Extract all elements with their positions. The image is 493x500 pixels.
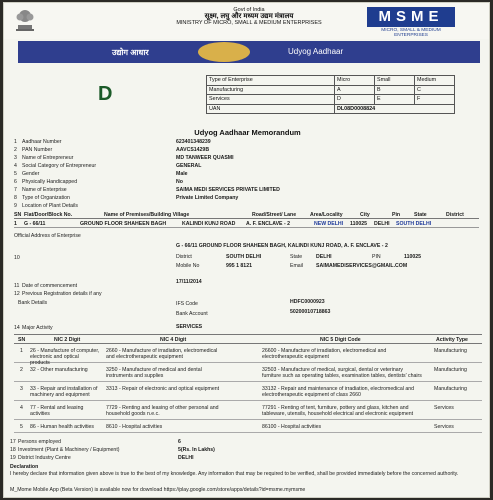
activity-row bbox=[14, 402, 482, 420]
footer-number: 18 bbox=[10, 447, 16, 453]
field-number: 8 bbox=[14, 195, 17, 201]
account-value: 50200010718863 bbox=[290, 309, 331, 315]
uan-row bbox=[207, 104, 455, 114]
column-header: SN bbox=[14, 212, 22, 218]
footer-label: Persons employed bbox=[18, 439, 61, 445]
cell: Services bbox=[207, 95, 335, 105]
enterprise-type-row bbox=[207, 95, 455, 105]
column-header: Area/Locality bbox=[310, 212, 343, 218]
field-number: 4 bbox=[14, 163, 17, 169]
cell: Services bbox=[434, 405, 454, 411]
header bbox=[4, 3, 490, 39]
field-label: Type of Organization bbox=[22, 195, 70, 201]
field-label: PAN Number bbox=[22, 147, 53, 153]
udyog-aadhaar-certificate bbox=[3, 2, 490, 498]
footer-label: Investment (Plant & Machinery / Equipment) bbox=[18, 447, 120, 453]
field-label: Location of Plant Details bbox=[22, 203, 78, 209]
cell: 33 - Repair and installation of machinery and equipment bbox=[30, 386, 98, 398]
cell: 86 - Human health activities bbox=[30, 424, 95, 430]
column-header: NIC 4 Digit bbox=[160, 337, 187, 343]
field-number: 2 bbox=[14, 147, 17, 153]
field-value: SAIMA MEDI SERVICES PRIVATE LIMITED bbox=[176, 187, 280, 193]
government-heading bbox=[174, 7, 324, 27]
banner-emblem-icon bbox=[198, 42, 250, 62]
email-value: SAIMAMEDISERVICES@GMAIL.COM bbox=[316, 263, 408, 269]
cell: 3 bbox=[20, 386, 23, 392]
banner-english: Udyog Aadhaar bbox=[288, 47, 344, 56]
mobile-value: 995 1 8121 bbox=[226, 263, 252, 269]
enterprise-type-header bbox=[207, 76, 455, 86]
ifsc-value: HDFC0000923 bbox=[290, 299, 325, 305]
mobile-label: Mobile No bbox=[176, 263, 200, 269]
enterprise-type-table bbox=[206, 75, 455, 114]
cell: 33132 - Repair and maintenance of irradiation, electromedical and electrotherapeutic equipment of class 2660 bbox=[262, 386, 414, 398]
header-cell: Type of Enterprise bbox=[207, 76, 335, 86]
column-header: NIC 5 Digit Code bbox=[320, 337, 361, 343]
plant-table-header bbox=[14, 211, 479, 219]
cell: A bbox=[335, 85, 375, 95]
cell: Manufacturing bbox=[434, 348, 467, 354]
uan-value: DL08D0008824 bbox=[335, 104, 455, 114]
uan-label: UAN bbox=[207, 104, 335, 114]
field-number: 3 bbox=[14, 155, 17, 161]
column-header: Name of Premises/Building Village bbox=[104, 212, 190, 218]
field-label: Name of Enterprise bbox=[22, 187, 67, 193]
date-number: 12 bbox=[14, 291, 20, 297]
state-label: State bbox=[290, 254, 303, 260]
cell: GROUND FLOOR SHAHEEN BAGH bbox=[80, 221, 167, 227]
cell: D bbox=[335, 95, 375, 105]
date-number: 11 bbox=[14, 283, 20, 289]
cell: C bbox=[415, 85, 455, 95]
cell: 5 bbox=[20, 424, 23, 430]
field-value: AAVCS1429B bbox=[176, 147, 210, 153]
cell: 3313 - Repair of electronic and optical equipment bbox=[106, 386, 220, 392]
field-value: GENERAL bbox=[176, 163, 202, 169]
cell: G - 66/11 bbox=[24, 221, 46, 227]
mobile-app-note: M_Mome Mobile App (Beta Version) is available now for download https://play.google.com/store/apps/details?id=msme.mymsme bbox=[10, 487, 306, 493]
field-value: Private Limited Company bbox=[176, 195, 239, 201]
header-cell: Micro bbox=[335, 76, 375, 86]
field-number: 7 bbox=[14, 187, 17, 193]
field-label: Gender bbox=[22, 171, 40, 177]
date-label: Previous Registration details if any bbox=[22, 291, 102, 297]
footer-number: 19 bbox=[10, 455, 16, 461]
national-emblem-icon bbox=[12, 5, 38, 35]
major-activity-label: Major Activity bbox=[22, 325, 53, 331]
cell: A. F. ENCLAVE - 2 bbox=[246, 221, 291, 227]
footer-value: 5(Rs. In Lakhs) bbox=[178, 447, 215, 453]
column-header: Road/Street/ Lane bbox=[252, 212, 297, 218]
footer-value: 6 bbox=[178, 439, 181, 445]
cell: 3250 - Manufacture of medical and dental instruments and supplies bbox=[106, 367, 202, 379]
email-label: Email bbox=[290, 263, 303, 269]
header-cell: Medium bbox=[415, 76, 455, 86]
official-address-label: Official Address of Enterprise bbox=[14, 233, 81, 239]
cell: Manufacturing bbox=[434, 367, 467, 373]
msme-subtitle: MICRO, SMALL & MEDIUM ENTERPRISES bbox=[381, 28, 441, 38]
header-cell: Small bbox=[375, 76, 415, 86]
pin-label: PIN bbox=[372, 254, 381, 260]
column-header: District bbox=[446, 212, 464, 218]
cell: SOUTH DELHI bbox=[396, 221, 432, 227]
state-value: DELHI bbox=[316, 254, 332, 260]
ministry-name: MINISTRY OF MICRO, SMALL & MEDIUM ENTERPRISES bbox=[176, 20, 322, 26]
major-activity-number: 14 bbox=[14, 325, 20, 331]
column-header: State bbox=[414, 212, 427, 218]
activity-row bbox=[14, 421, 482, 433]
date-value: 17/11/2014 bbox=[176, 279, 202, 285]
cell: 2 bbox=[20, 367, 23, 373]
field-label: Name of Entrepreneur bbox=[22, 155, 74, 161]
district-value: SOUTH DELHI bbox=[226, 254, 262, 260]
account-label: Bank Account bbox=[176, 311, 208, 317]
field-number: 9 bbox=[14, 203, 17, 209]
gov-hindi: सूक्ष्म, लघु और मध्यम उद्यम मंत्रालय bbox=[204, 12, 294, 20]
cell: DELHI bbox=[374, 221, 390, 227]
activity-row bbox=[14, 364, 482, 382]
memorandum-title: Udyog Aadhaar Memorandum bbox=[194, 128, 301, 137]
ifsc-label: IFS Code bbox=[176, 301, 198, 307]
activity-table-header bbox=[14, 335, 482, 344]
cell: KALINDI KUNJ ROAD bbox=[182, 221, 236, 227]
field-value: No bbox=[176, 179, 183, 185]
cell: 77 - Rental and leasing activities bbox=[30, 405, 84, 417]
cell: 7729 - Renting and leasing of other personal and household goods n.e.c. bbox=[106, 405, 219, 417]
field-number: 6 bbox=[14, 179, 17, 185]
field-number: 1 bbox=[14, 139, 17, 145]
column-header: Flat/Door/Block No. bbox=[24, 212, 73, 218]
declaration-title: Declaration bbox=[10, 464, 39, 470]
cell: 26 - Manufacture of computer, electronic and optical products bbox=[30, 348, 100, 366]
cell: F bbox=[415, 95, 455, 105]
cell: 1 bbox=[20, 348, 23, 354]
cell: 4 bbox=[20, 405, 23, 411]
udyog-aadhaar-banner bbox=[18, 41, 480, 63]
cell: E bbox=[375, 95, 415, 105]
footer-number: 17 bbox=[10, 439, 16, 445]
column-header: City bbox=[360, 212, 370, 218]
cell: B bbox=[375, 85, 415, 95]
footer-label: District Industry Centre bbox=[18, 455, 71, 461]
declaration-text: I hereby declare that information given above is true to the best of my knowledge. Any information that may be required to be verified, shall be provided immediately before the concerned authority. bbox=[10, 471, 459, 477]
field-value: MD TANWEER QUASMI bbox=[176, 155, 234, 161]
column-header: Pin bbox=[392, 212, 401, 218]
official-address-number: 10 bbox=[14, 255, 20, 261]
field-label: Physically Handicapped bbox=[22, 179, 78, 185]
field-label: Social Category of Entrepreneur bbox=[22, 163, 97, 169]
cell: 26600 - Manufacture of irradiation, electromedical and electrotherapeutic equipment bbox=[262, 348, 387, 360]
plant-table-row bbox=[14, 220, 479, 228]
date-label: Date of commencement bbox=[22, 283, 78, 289]
cell: 1 bbox=[14, 221, 17, 227]
enterprise-type-row bbox=[207, 85, 455, 95]
gov-en: Govt of India bbox=[233, 7, 265, 13]
bank-label: Bank Details bbox=[18, 300, 48, 306]
cell: 8610 - Hospital activities bbox=[106, 424, 163, 430]
column-header: NIC 2 Digit bbox=[54, 337, 81, 343]
cell: 77291 - Renting of tent, furniture, pottery and glass, kitchen and tableware, utensils, household electrical and electronic equipment bbox=[262, 405, 414, 417]
cell: NEW DELHI bbox=[314, 221, 344, 227]
official-address-value: G - 66/11 GROUND FLOOR SHAHEEN BAGH, KALINDI KUNJ ROAD, A. F. ENCLAVE - 2 bbox=[176, 243, 388, 249]
cell: 86100 - Hospital activities bbox=[262, 424, 322, 430]
field-number: 5 bbox=[14, 171, 17, 177]
activity-table bbox=[14, 334, 482, 430]
major-activity-value: SERVICES bbox=[176, 324, 203, 330]
cell: Services bbox=[434, 424, 454, 430]
pin-value: 110025 bbox=[404, 254, 422, 260]
cell: 32503 - Manufacture of medical, surgical, dental or veterinary furniture such as operating tables, examination tables, dentists' chairs bbox=[262, 367, 422, 379]
column-header: Activity Type bbox=[436, 337, 468, 343]
banner-hindi: उद्योग आधार bbox=[112, 48, 149, 57]
activity-row bbox=[14, 345, 482, 366]
field-value: Male bbox=[176, 171, 188, 177]
district-label: District bbox=[176, 254, 192, 260]
cell: 110025 bbox=[350, 221, 368, 227]
enterprise-category-letter: D bbox=[98, 83, 113, 105]
cell: Manufacturing bbox=[434, 386, 467, 392]
field-label: Aadhaar Number bbox=[22, 139, 62, 145]
column-header: SN bbox=[18, 337, 26, 343]
cell: Manufacturing bbox=[207, 85, 335, 95]
cell: 32 - Other manufacturing bbox=[30, 367, 88, 373]
activity-row bbox=[14, 383, 482, 401]
field-value: 623401348239 bbox=[176, 139, 211, 145]
footer-value: DELHI bbox=[178, 455, 194, 461]
msme-logo: MSME bbox=[367, 7, 455, 27]
cell: 2660 - Manufacture of irradiation, electromedical and electrotherapeutic equipment bbox=[106, 348, 218, 360]
